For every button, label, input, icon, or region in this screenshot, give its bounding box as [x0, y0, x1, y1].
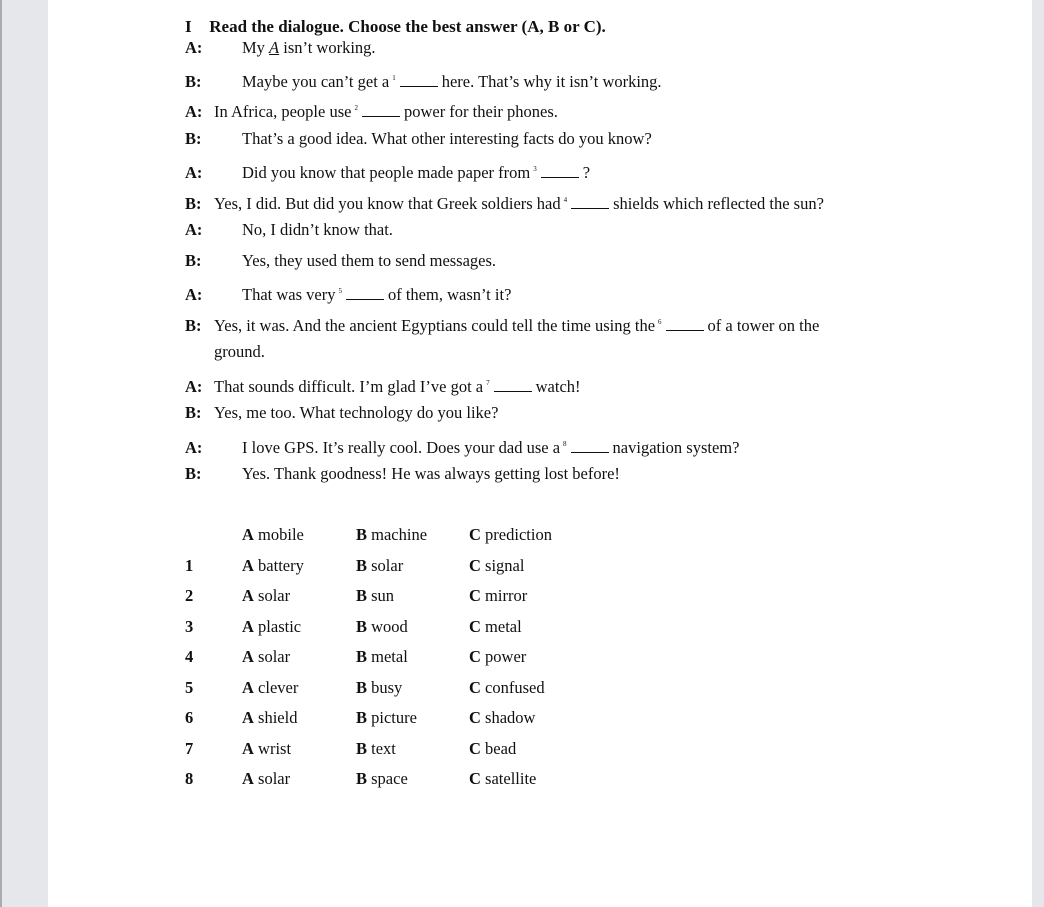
speaker-label: B:	[185, 72, 202, 91]
option-text: text	[371, 739, 396, 758]
line-text: That was very	[242, 285, 336, 304]
option-text: power	[485, 647, 527, 666]
option-text: bead	[485, 739, 517, 758]
option-b[interactable]	[356, 707, 417, 729]
line-text: isn’t working.	[279, 38, 376, 57]
option-letter: A	[242, 586, 254, 605]
window-edge	[0, 0, 2, 907]
dialogue-line	[185, 463, 620, 485]
option-letter: C	[469, 678, 481, 697]
option-b[interactable]	[356, 616, 408, 638]
question-number: 5	[185, 678, 194, 697]
line-text: That sounds difficult. I’m glad I’ve got a	[214, 377, 484, 396]
line-text: I love GPS. It’s really cool. Does your dad use a	[242, 438, 561, 457]
speaker-label: A:	[185, 377, 203, 396]
question-number: 3	[185, 617, 194, 636]
option-letter: A	[242, 617, 254, 636]
option-a[interactable]	[242, 646, 290, 668]
question-number: 4	[185, 647, 194, 666]
option-a[interactable]	[242, 585, 290, 607]
line-text: No, I didn’t know that.	[242, 220, 393, 239]
option-c[interactable]	[469, 524, 552, 546]
option-text: sun	[371, 586, 395, 605]
answer-gap[interactable]	[362, 102, 400, 117]
exercise-heading	[185, 17, 606, 37]
dialogue-line	[185, 402, 498, 424]
gap-number: 8	[563, 440, 567, 448]
option-letter: C	[469, 556, 481, 575]
option-text: metal	[485, 617, 522, 636]
line-text: here. That’s why it isn’t working.	[441, 72, 662, 91]
option-letter: A	[242, 647, 254, 666]
dialogue-line	[185, 372, 581, 394]
option-letter: B	[356, 678, 368, 697]
option-letter: C	[469, 647, 481, 666]
option-a[interactable]	[242, 677, 298, 699]
speaker-label: B:	[185, 316, 202, 335]
option-b[interactable]	[356, 524, 427, 546]
dialogue-line	[185, 250, 496, 272]
option-c[interactable]	[469, 768, 536, 790]
line-text: That’s a good idea. What other interesting facts do you know?	[242, 129, 652, 148]
option-a[interactable]	[242, 616, 301, 638]
option-b[interactable]	[356, 555, 403, 577]
speaker-label: B:	[185, 403, 202, 422]
answer-gap[interactable]	[666, 316, 704, 331]
option-text: machine	[371, 525, 428, 544]
speaker-label: A:	[185, 438, 203, 457]
option-letter: B	[356, 769, 368, 788]
option-text: solar	[258, 647, 291, 666]
gap-number: 3	[533, 165, 537, 173]
speaker-label: A:	[185, 285, 203, 304]
option-text: solar	[258, 769, 291, 788]
line-text: Yes, me too. What technology do you like?	[214, 403, 499, 422]
dialogue-line	[185, 158, 590, 180]
line-text: of a tower on the	[707, 316, 820, 335]
example-answer: A	[269, 38, 280, 57]
line-text: power for their phones.	[403, 102, 558, 121]
line-text: Did you know that people made paper from	[242, 163, 531, 182]
gap-number: 7	[486, 379, 490, 387]
question-number: 1	[185, 556, 194, 575]
option-letter: C	[469, 617, 481, 636]
dialogue-line	[185, 280, 511, 302]
line-text: navigation system?	[612, 438, 740, 457]
option-text: shadow	[485, 708, 536, 727]
line-text: of them, wasn’t it?	[387, 285, 512, 304]
answer-gap[interactable]	[571, 438, 609, 453]
speaker-label: B:	[185, 129, 202, 148]
option-text: wrist	[258, 739, 292, 758]
option-letter: B	[356, 525, 368, 544]
speaker-label: B:	[185, 251, 202, 270]
option-c[interactable]	[469, 677, 545, 699]
answer-gap[interactable]	[494, 377, 532, 392]
question-number: 6	[185, 708, 194, 727]
exercise-number: I	[185, 17, 192, 36]
line-text: shields which reflected the sun?	[613, 194, 824, 213]
dialogue-line	[185, 219, 393, 241]
line-text: ?	[582, 163, 591, 182]
line-text: Yes, it was. And the ancient Egyptians could tell the time using the	[214, 316, 656, 335]
line-text: Yes, they used them to send messages.	[242, 251, 497, 270]
question-number: 8	[185, 769, 194, 788]
option-a[interactable]	[242, 738, 291, 760]
speaker-label: A:	[185, 38, 203, 57]
option-text: picture	[371, 708, 417, 727]
option-letter: C	[469, 525, 481, 544]
dialogue-line	[185, 67, 662, 89]
option-letter: A	[242, 556, 254, 575]
gap-number: 1	[392, 74, 396, 82]
option-b[interactable]	[356, 646, 408, 668]
answer-gap[interactable]	[346, 285, 384, 300]
line-text: Yes. Thank goodness! He was always getting lost before!	[242, 464, 620, 483]
option-c[interactable]	[469, 585, 527, 607]
speaker-label: A:	[185, 220, 203, 239]
option-letter: C	[469, 739, 481, 758]
gap-number: 6	[658, 318, 662, 326]
answer-gap[interactable]	[571, 194, 609, 209]
option-letter: B	[356, 647, 368, 666]
option-letter: B	[356, 739, 368, 758]
option-letter: A	[242, 678, 254, 697]
speaker-label: A:	[185, 163, 203, 182]
option-text: shield	[258, 708, 298, 727]
option-text: mobile	[258, 525, 304, 544]
option-letter: C	[469, 708, 481, 727]
option-letter: B	[356, 586, 368, 605]
option-letter: C	[469, 586, 481, 605]
answer-gap[interactable]	[400, 72, 438, 87]
speaker-label: B:	[185, 464, 202, 483]
gap-number: 2	[354, 104, 358, 112]
option-letter: A	[242, 769, 254, 788]
option-text: metal	[371, 647, 408, 666]
option-text: satellite	[485, 769, 537, 788]
option-text: battery	[258, 556, 304, 575]
dialogue-line	[185, 311, 819, 333]
option-text: mirror	[485, 586, 528, 605]
line-text: In Africa, people use	[214, 102, 352, 121]
speaker-label: B:	[185, 194, 202, 213]
option-text: solar	[371, 556, 404, 575]
option-text: solar	[258, 586, 291, 605]
line-continuation: ground.	[214, 342, 265, 361]
option-letter: B	[356, 708, 368, 727]
option-text: prediction	[485, 525, 552, 544]
option-a[interactable]	[242, 524, 304, 546]
document-page	[48, 0, 1032, 907]
line-text: watch!	[535, 377, 581, 396]
option-letter: B	[356, 617, 368, 636]
line-text: Yes, I did. But did you know that Greek soldiers had	[214, 194, 561, 213]
question-number: 7	[185, 739, 194, 758]
gap-number: 5	[338, 287, 342, 295]
line-text: My	[242, 38, 270, 57]
dialogue-line	[185, 128, 652, 150]
option-text: plastic	[258, 617, 302, 636]
option-c[interactable]	[469, 707, 535, 729]
option-letter: B	[356, 556, 368, 575]
option-b[interactable]	[356, 738, 396, 760]
option-c[interactable]	[469, 555, 524, 577]
option-letter: A	[242, 708, 254, 727]
option-text: space	[371, 769, 408, 788]
option-letter: A	[242, 525, 254, 544]
speaker-label: A:	[185, 102, 203, 121]
option-text: signal	[485, 556, 525, 575]
option-letter: A	[242, 739, 254, 758]
dialogue-line	[185, 433, 739, 455]
option-letter: C	[469, 769, 481, 788]
gap-number: 4	[563, 196, 568, 204]
option-a[interactable]	[242, 555, 304, 577]
line-text: Maybe you can’t get a	[242, 72, 390, 91]
option-c[interactable]	[469, 738, 516, 760]
option-c[interactable]	[469, 646, 526, 668]
option-b[interactable]	[356, 768, 408, 790]
option-c[interactable]	[469, 616, 522, 638]
answer-gap[interactable]	[541, 163, 579, 178]
exercise-instruction: Read the dialogue. Choose the best answer (A, B or C).	[209, 17, 606, 36]
dialogue-line	[185, 189, 824, 211]
option-b[interactable]	[356, 585, 394, 607]
option-text: confused	[485, 678, 545, 697]
option-a[interactable]	[242, 707, 297, 729]
option-text: wood	[371, 617, 408, 636]
option-b[interactable]	[356, 677, 402, 699]
question-number: 2	[185, 586, 194, 605]
option-text: busy	[371, 678, 403, 697]
option-text: clever	[258, 678, 299, 697]
dialogue-line	[185, 37, 376, 59]
option-a[interactable]	[242, 768, 290, 790]
dialogue-line	[185, 97, 558, 119]
